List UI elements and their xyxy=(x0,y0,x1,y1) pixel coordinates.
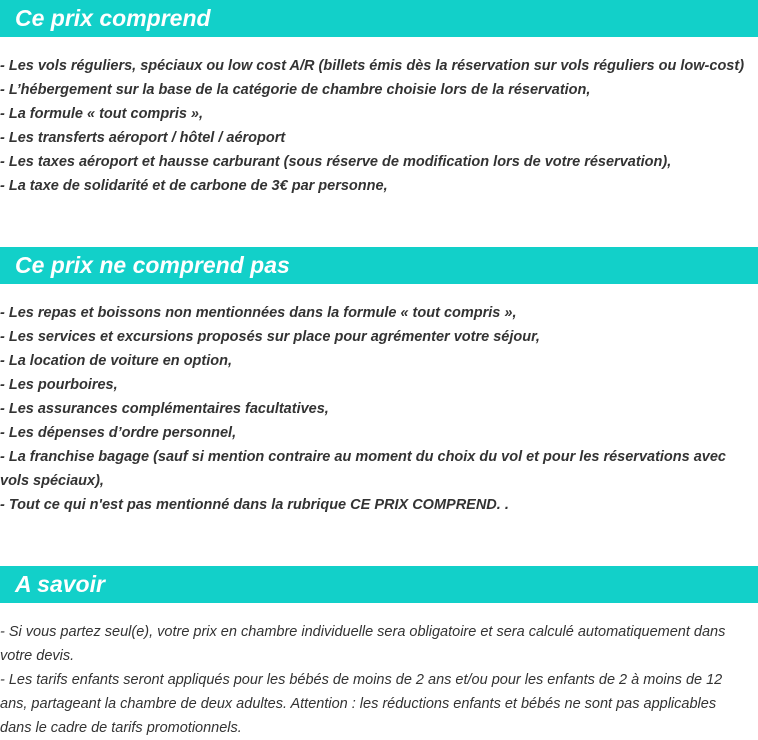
list-item: - Les repas et boissons non mentionnées dans la formule « tout compris », xyxy=(0,305,517,321)
section-title-ce-prix-ne-comprend-pas: Ce prix ne comprend pas xyxy=(0,247,758,284)
list-item: - Les assurances complémentaires facultatives, xyxy=(0,401,329,417)
included-list xyxy=(0,54,750,198)
list-item: - Les tarifs enfants seront appliqués pour les bébés de moins de 2 ans et/ou pour les enfants de 2 à moins de 12 ans, partageant la chambre de deux adultes. Attention : les réductions enfants et bébés ne sont pas applicables dans le cadre de tarifs promotionnels. xyxy=(0,672,723,736)
good-to-know-list xyxy=(0,620,750,740)
section-title-a-savoir: A savoir xyxy=(0,566,758,603)
list-item: - La franchise bagage (sauf si mention contraire au moment du choix du vol et pour les réservations avec vols spéciaux), xyxy=(0,449,726,489)
list-item: - La formule « tout compris », xyxy=(0,106,204,122)
not-included-list xyxy=(0,301,750,517)
list-item: - Les dépenses d’ordre personnel, xyxy=(0,425,237,441)
list-item: - Si vous partez seul(e), votre prix en chambre individuelle sera obligatoire et sera calculé automatiquement dans votre devis. xyxy=(0,624,726,664)
list-item: - Les taxes aéroport et hausse carburant (sous réserve de modification lors de votre réservation), xyxy=(0,154,672,170)
list-item: - Les pourboires, xyxy=(0,377,118,393)
list-item: - La location de voiture en option, xyxy=(0,353,233,369)
list-item: - Les transferts aéroport / hôtel / aéroport xyxy=(0,130,286,146)
list-item: - L’hébergement sur la base de la catégorie de chambre choisie lors de la réservation, xyxy=(0,82,591,98)
list-item: - Les services et excursions proposés sur place pour agrémenter votre séjour, xyxy=(0,329,540,345)
list-item: - Les vols réguliers, spéciaux ou low cost A/R (billets émis dès la réservation sur vols réguliers ou low-cost) xyxy=(0,58,745,74)
list-item: - Tout ce qui n'est pas mentionné dans la rubrique CE PRIX COMPREND. . xyxy=(0,497,509,513)
section-title-ce-prix-comprend: Ce prix comprend xyxy=(0,0,758,37)
list-item: - La taxe de solidarité et de carbone de 3€ par personne, xyxy=(0,178,388,194)
